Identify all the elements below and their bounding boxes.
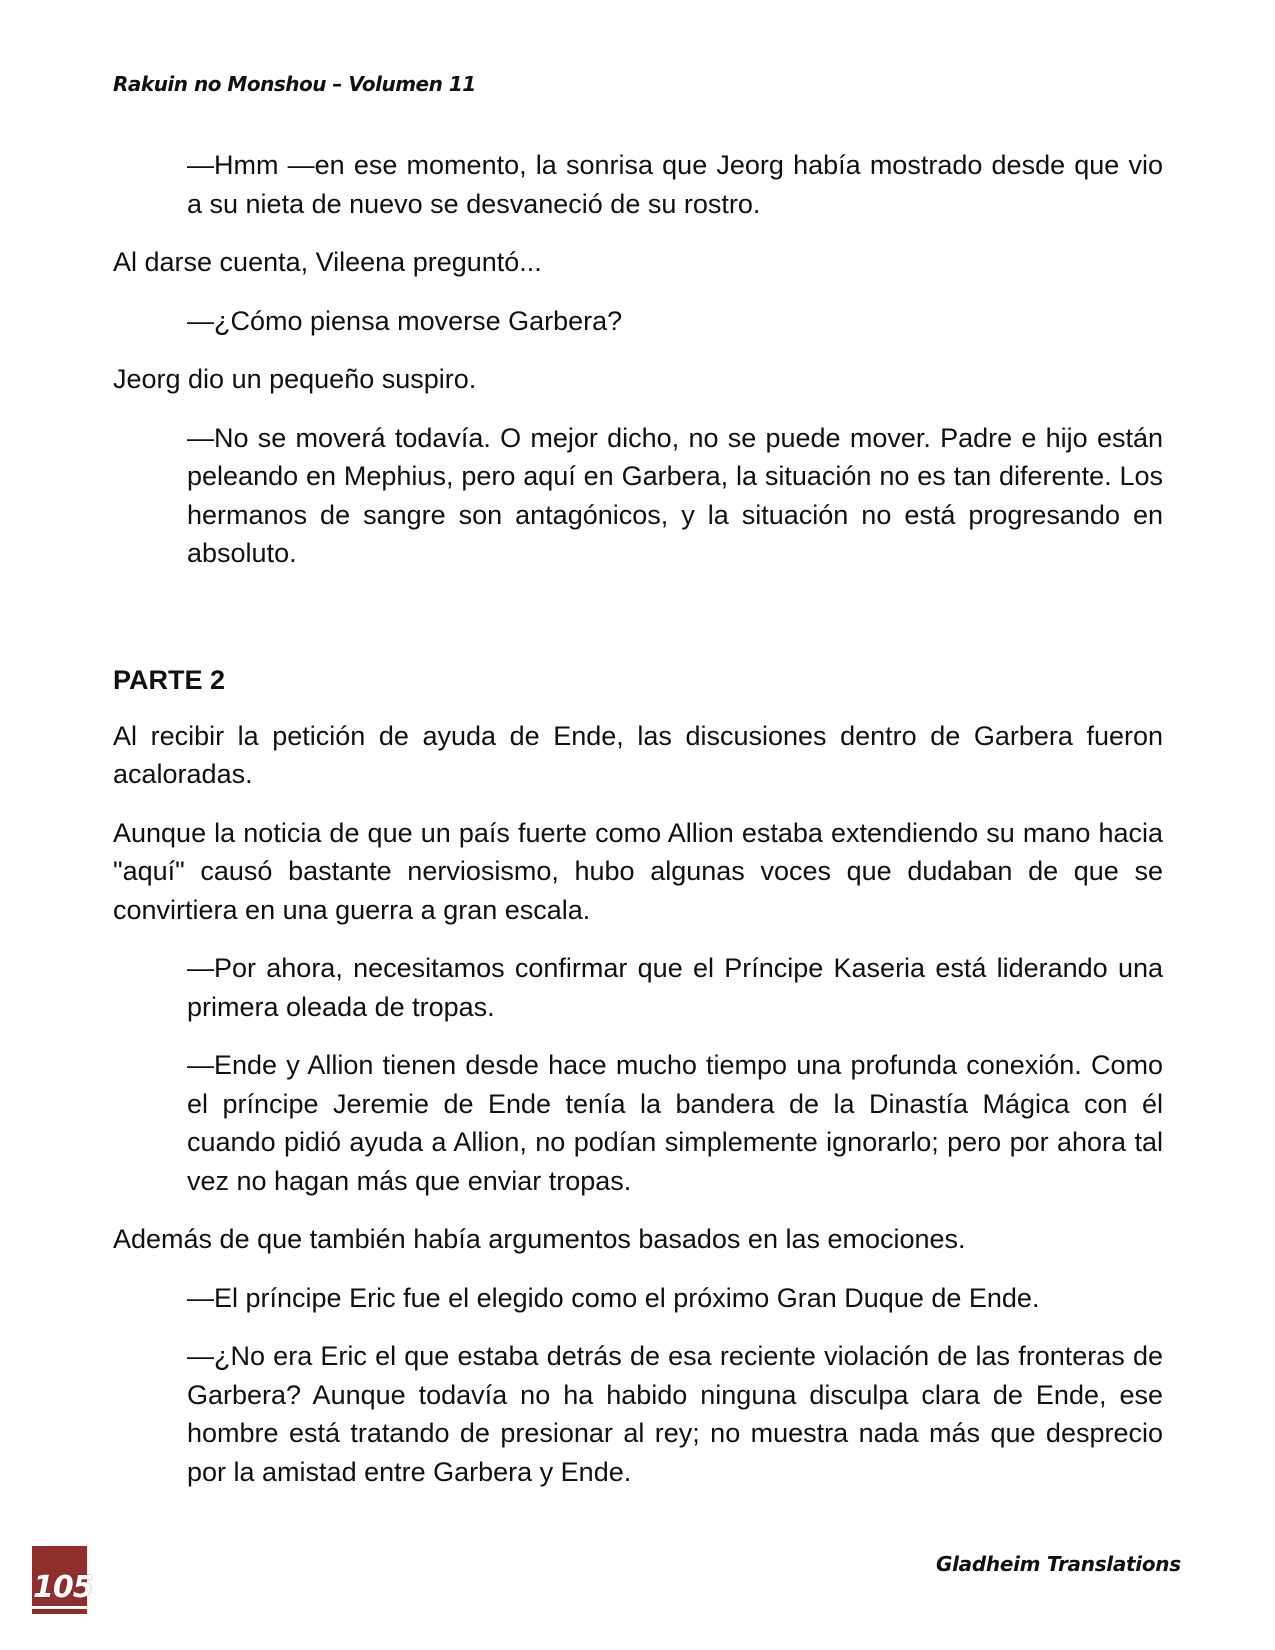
narration-paragraph: Al recibir la petición de ayuda de Ende, las discusiones dentro de Garbera fueron acaloradas.: [113, 720, 1163, 789]
narration-paragraph: Jeorg dio un pequeño suspiro.: [113, 364, 477, 394]
dialogue-paragraph: —El príncipe Eric fue el elegido como el próximo Gran Duque de Ende.: [187, 1282, 1040, 1313]
section-heading: PARTE 2: [113, 664, 226, 695]
narration-paragraph: Al darse cuenta, Vileena preguntó...: [113, 247, 542, 277]
running-header: Rakuin no Monshou – Volumen 11: [113, 72, 476, 96]
dialogue-paragraph: —Ende y Allion tienen desde hace mucho tiempo una profunda conexión. Como el príncipe Jeremie de Ende tenía la bandera de la Dinastía Mágica con él cuando pidió ayuda a Allion, no podían simplemente ignorarlo; pero por ahora tal vez no hagan más que enviar tropas.: [187, 1050, 1163, 1196]
page-number-underline: [32, 1606, 88, 1609]
dialogue-paragraph: —No se moverá todavía. O mejor dicho, no se puede mover. Padre e hijo están peleando en Mephius, pero aquí en Garbera, la situación no es tan diferente. Los hermanos de sangre son antagónicos, y la situación no está progresando en absoluto.: [187, 422, 1163, 568]
body-text: [113, 146, 1163, 1511]
page-number: 105: [33, 1570, 93, 1605]
publisher-footer: Gladheim Translations: [936, 1552, 1181, 1576]
dialogue-paragraph: —¿Cómo piensa moverse Garbera?: [187, 305, 623, 336]
dialogue-paragraph: —¿No era Eric el que estaba detrás de esa reciente violación de las fronteras de Garbera? Aunque todavía no ha habido ninguna disculpa clara de Ende, ese hombre está tratando de presionar al rey; no muestra nada más que desprecio por la amistad entre Garbera y Ende.: [187, 1341, 1163, 1487]
dialogue-paragraph: —Por ahora, necesitamos confirmar que el Príncipe Kaseria está liderando una primera oleada de tropas.: [187, 953, 1163, 1022]
narration-paragraph: Aunque la noticia de que un país fuerte como Allion estaba extendiendo su mano hacia "aquí" causó bastante nerviosismo, hubo algunas voces que dudaban de que se convirtiera en una guerra a gran escala.: [113, 817, 1163, 925]
narration-paragraph: Además de que también había argumentos basados en las emociones.: [113, 1224, 966, 1254]
dialogue-paragraph: —Hmm —en ese momento, la sonrisa que Jeorg había mostrado desde que vio a su nieta de nuevo se desvaneció de su rostro.: [187, 150, 1163, 219]
